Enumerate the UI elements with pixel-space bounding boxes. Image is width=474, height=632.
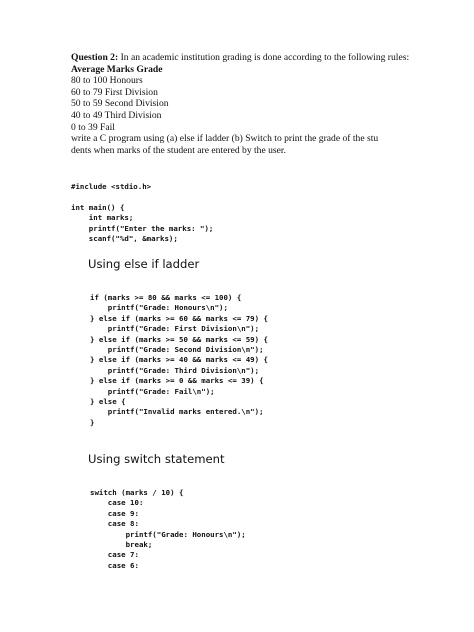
code-main xyxy=(71,182,213,244)
question-block xyxy=(71,52,431,156)
grade-rule-fail: 0 to 39 Fail xyxy=(71,121,115,133)
question-label: Question 2: xyxy=(71,52,119,63)
grade-rule-third-division: 40 to 49 Third Division xyxy=(71,109,162,121)
code-line: case 9: xyxy=(90,508,139,518)
code-line: } else if (marks >= 50 && marks <= 59) { xyxy=(90,334,268,344)
code-switch-statement xyxy=(90,488,246,571)
grade-rule-second-division: 50 to 59 Second Division xyxy=(71,98,169,110)
code-line: #include <stdio.h> xyxy=(71,182,152,191)
task-description-line-1: write a C program using (a) else if ladder (b) Switch to print the grade of the stu xyxy=(71,133,379,145)
code-line: case 7: xyxy=(90,550,139,560)
code-line: } else if (marks >= 60 && marks <= 79) { xyxy=(90,313,268,323)
code-line: printf("Grade: Second Division\n"); xyxy=(90,345,264,355)
code-else-if-ladder xyxy=(90,293,268,428)
code-line: scanf("%d", &marks); xyxy=(71,234,178,244)
code-line: printf("Grade: Third Division\n"); xyxy=(90,365,260,375)
code-line: break; xyxy=(90,540,153,550)
code-line: } else if (marks >= 40 && marks <= 49) { xyxy=(90,355,268,365)
code-line: } else if (marks >= 0 && marks <= 39) { xyxy=(90,376,264,386)
code-line: printf("Enter the marks: "); xyxy=(71,223,214,233)
code-line: } else { xyxy=(90,397,126,407)
code-line: printf("Grade: Honours\n"); xyxy=(90,303,228,313)
task-description-line-2: dents when marks of the student are entered by the user. xyxy=(71,144,286,156)
heading-else-if-ladder: Using else if ladder xyxy=(88,257,200,271)
code-line: case 6: xyxy=(90,560,139,570)
code-line: case 8: xyxy=(90,519,139,529)
heading-switch-statement: Using switch statement xyxy=(88,452,225,466)
code-line: printf("Grade: First Division\n"); xyxy=(90,324,260,334)
code-line xyxy=(71,192,213,202)
code-line: if (marks >= 80 && marks <= 100) { xyxy=(90,293,242,302)
code-line: case 10: xyxy=(90,498,144,508)
code-line: int marks; xyxy=(71,213,134,223)
code-line: printf("Grade: Honours\n"); xyxy=(90,529,246,539)
grade-table-header: Average Marks Grade xyxy=(71,63,163,75)
grade-rule-first-division: 60 to 79 First Division xyxy=(71,86,158,98)
code-line: } xyxy=(90,417,95,427)
code-line: int main() { xyxy=(71,202,125,212)
question-intro-line xyxy=(71,52,431,64)
question-intro: In an academic institution grading is done according to the following rules: xyxy=(118,52,410,63)
code-line: printf("Grade: Fail\n"); xyxy=(90,386,215,396)
code-line: switch (marks / 10) { xyxy=(90,488,184,497)
grade-rule-honours: 80 to 100 Honours xyxy=(71,75,143,87)
code-line: printf("Invalid marks entered.\n"); xyxy=(90,407,264,417)
